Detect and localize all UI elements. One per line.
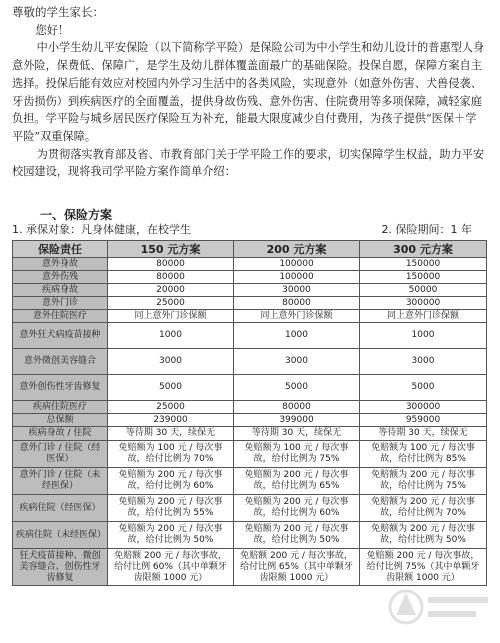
plan-150-value: 3000 xyxy=(108,349,234,375)
plan-200-value: 免赔额为 100 元 / 每次事故，给付比例为 75% xyxy=(234,441,360,468)
plan-300-value: 免赔额为 200 元 / 每次事故，给付比例为 70% xyxy=(360,495,487,522)
plan-300-value: 1000 xyxy=(360,323,487,349)
table-row xyxy=(13,258,487,271)
plan-300-value: 免赔额为 200 元 / 每次事故，给付比例为 75% xyxy=(360,468,487,495)
policy-terms xyxy=(12,221,486,237)
row-label: 疾病住院医疗 xyxy=(13,401,108,414)
plan-150-value: 25000 xyxy=(108,401,234,414)
plan-150-value: 免赔额为 100 元 / 每次事故，给付比例为 70% xyxy=(108,441,234,468)
plan-200-value: 免赔额为 200 元 / 每次事故，给付比例为 50% xyxy=(234,522,360,549)
plan-150-value: 25000 xyxy=(108,297,234,310)
plan-200-value: 100000 xyxy=(234,258,360,271)
coverage-table xyxy=(12,240,487,586)
plan-200-value: 免赔额为 200 元 / 每次事故，给付比例为 65% xyxy=(234,468,360,495)
table-row xyxy=(13,549,487,586)
plan-300-value: 3000 xyxy=(360,349,487,375)
table-row xyxy=(13,427,487,441)
plan-200-value: 100000 xyxy=(234,271,360,284)
salutation: 尊敬的学生家长： xyxy=(12,5,104,19)
plan-300-value: 959000 xyxy=(360,414,487,427)
plan-200-value: 同上意外门诊保额 xyxy=(234,310,360,323)
table-row xyxy=(13,297,487,310)
header-coverage: 保险责任 xyxy=(13,241,108,258)
table-row xyxy=(13,284,487,297)
row-label: 意外微创美容缝合 xyxy=(13,349,108,375)
row-label: 疾病身故 / 住院 xyxy=(13,427,108,441)
insurance-period: 2. 保险期间：1 年 xyxy=(381,223,472,236)
plan-200-value: 80000 xyxy=(234,401,360,414)
plan-150-value: 免赔额为 200 元 / 每次事故，给付比例为 55% xyxy=(108,495,234,522)
table-row xyxy=(13,310,487,323)
plan-300-value: 同上意外门诊保额 xyxy=(360,310,487,323)
row-label: 总保额 xyxy=(13,414,108,427)
row-label: 意外伤残 xyxy=(13,271,108,284)
plan-200-value: 30000 xyxy=(234,284,360,297)
plan-200-value: 1000 xyxy=(234,323,360,349)
table-row xyxy=(13,522,487,549)
plan-150-value: 1000 xyxy=(108,323,234,349)
header-plan-150: 150 元方案 xyxy=(108,241,234,258)
table-row xyxy=(13,414,487,427)
section-heading: 一、保险方案 xyxy=(40,208,113,222)
plan-150-value: 免赔额为 200 元 / 每次事故，给付比例为 60% xyxy=(108,468,234,495)
table-row xyxy=(13,323,487,349)
plan-300-value: 免赔额为 100 元 / 每次事故，给付比例为 85% xyxy=(360,441,487,468)
plan-200-value: 等待期 30 天，续保无 xyxy=(234,427,360,441)
letter-body xyxy=(12,4,486,181)
row-label: 疾病住院（未经医保） xyxy=(13,522,108,549)
row-label: 意外门诊 / 住院（经医保） xyxy=(13,441,108,468)
plan-150-value: 80000 xyxy=(108,271,234,284)
plan-200-value: 5000 xyxy=(234,375,360,401)
plan-200-value: 3000 xyxy=(234,349,360,375)
row-label: 疾病身故 xyxy=(13,284,108,297)
plan-300-value: 免赔额为 200 元 / 每次事故，给付比例为 50% xyxy=(360,522,487,549)
table-row xyxy=(13,349,487,375)
plan-150-value: 等待期 30 天，续保无 xyxy=(108,427,234,441)
plan-300-value: 300000 xyxy=(360,297,487,310)
row-label: 意外身故 xyxy=(13,258,108,271)
row-label: 疾病住院（经医保） xyxy=(13,495,108,522)
plan-300-value: 50000 xyxy=(360,284,487,297)
table-row xyxy=(13,468,487,495)
row-label: 意外创伤性牙齿修复 xyxy=(13,375,108,401)
row-label: 狂犬疫苗接种、微创美容缝合、创伤性牙齿修复 xyxy=(13,549,108,586)
plan-150-value: 免赔额为 200 元 / 每次事故，给付比例为 50% xyxy=(108,522,234,549)
intro-paragraph: 中小学生幼儿平安保险（以下简称学平险）是保险公司为中小学生和幼儿设计的普惠型人身意外险，保费低、保障广，是学生及幼儿群体覆盖面最广的基础保险。投保自愿，保障方案自主选择。投保后能有效应对校园内外学习生活中的各类风险，实现意外（如意外伤害、犬兽侵袭、牙齿损伤）到疾病医疗的全面覆盖，提供身故伤残、意外伤害、住院费用等多项保障，减轻家庭负担。学平险与城乡居民医疗保险互为补充，能最大限度减少自付费用，为孩子提供“医保＋学平险”双重保障。 xyxy=(12,41,485,143)
plan-200-value: 免赔额为 200 元 / 每次事故，给付比例为 60% xyxy=(234,495,360,522)
row-label: 意外门诊 / 住院（未经医保） xyxy=(13,468,108,495)
plan-200-value: 80000 xyxy=(234,297,360,310)
plan-150-value: 239000 xyxy=(108,414,234,427)
row-label: 意外住院医疗 xyxy=(13,310,108,323)
plan-200-value: 免赔额 200 元 / 每次事故，给付比例 65%（其中单颗牙齿限额 1000 元） xyxy=(234,549,360,586)
plan-300-value: 5000 xyxy=(360,375,487,401)
plan-300-value: 150000 xyxy=(360,258,487,271)
table-row xyxy=(13,375,487,401)
plan-150-value: 80000 xyxy=(108,258,234,271)
plan-300-value: 150000 xyxy=(360,271,487,284)
plan-150-value: 20000 xyxy=(108,284,234,297)
plan-150-value: 5000 xyxy=(108,375,234,401)
plan-300-value: 等待期 30 天，续保无 xyxy=(360,427,487,441)
table-row xyxy=(13,271,487,284)
header-plan-300: 300 元方案 xyxy=(360,241,487,258)
plan-150-value: 免赔额 200 元 / 每次事故，给付比例 60%（其中单颗牙齿限额 1000 元） xyxy=(108,549,234,586)
purpose-paragraph: 为贯彻落实教育部及省、市教育部门关于学平险工作的要求，切实保障学生权益，助力平安校园建设，现将我司学平险方案作简单介绍： xyxy=(12,147,485,179)
table-row xyxy=(13,441,487,468)
row-label: 意外门诊 xyxy=(13,297,108,310)
plan-300-value: 免赔额 200 元 / 每次事故，给付比例 75%（其中单颗牙齿限额 1000 元） xyxy=(360,549,487,586)
row-label: 意外狂犬病疫苗接种 xyxy=(13,323,108,349)
plan-300-value: 300000 xyxy=(360,401,487,414)
table-header-row xyxy=(13,241,487,258)
header-plan-200: 200 元方案 xyxy=(234,241,360,258)
insured-target: 1. 承保对象：凡身体健康，在校学生 xyxy=(12,223,191,236)
table-row xyxy=(13,495,487,522)
plan-200-value: 399000 xyxy=(234,414,360,427)
plan-150-value: 同上意外门诊保额 xyxy=(108,310,234,323)
greeting-hello: 您好！ xyxy=(35,23,70,37)
table-row xyxy=(13,401,487,414)
